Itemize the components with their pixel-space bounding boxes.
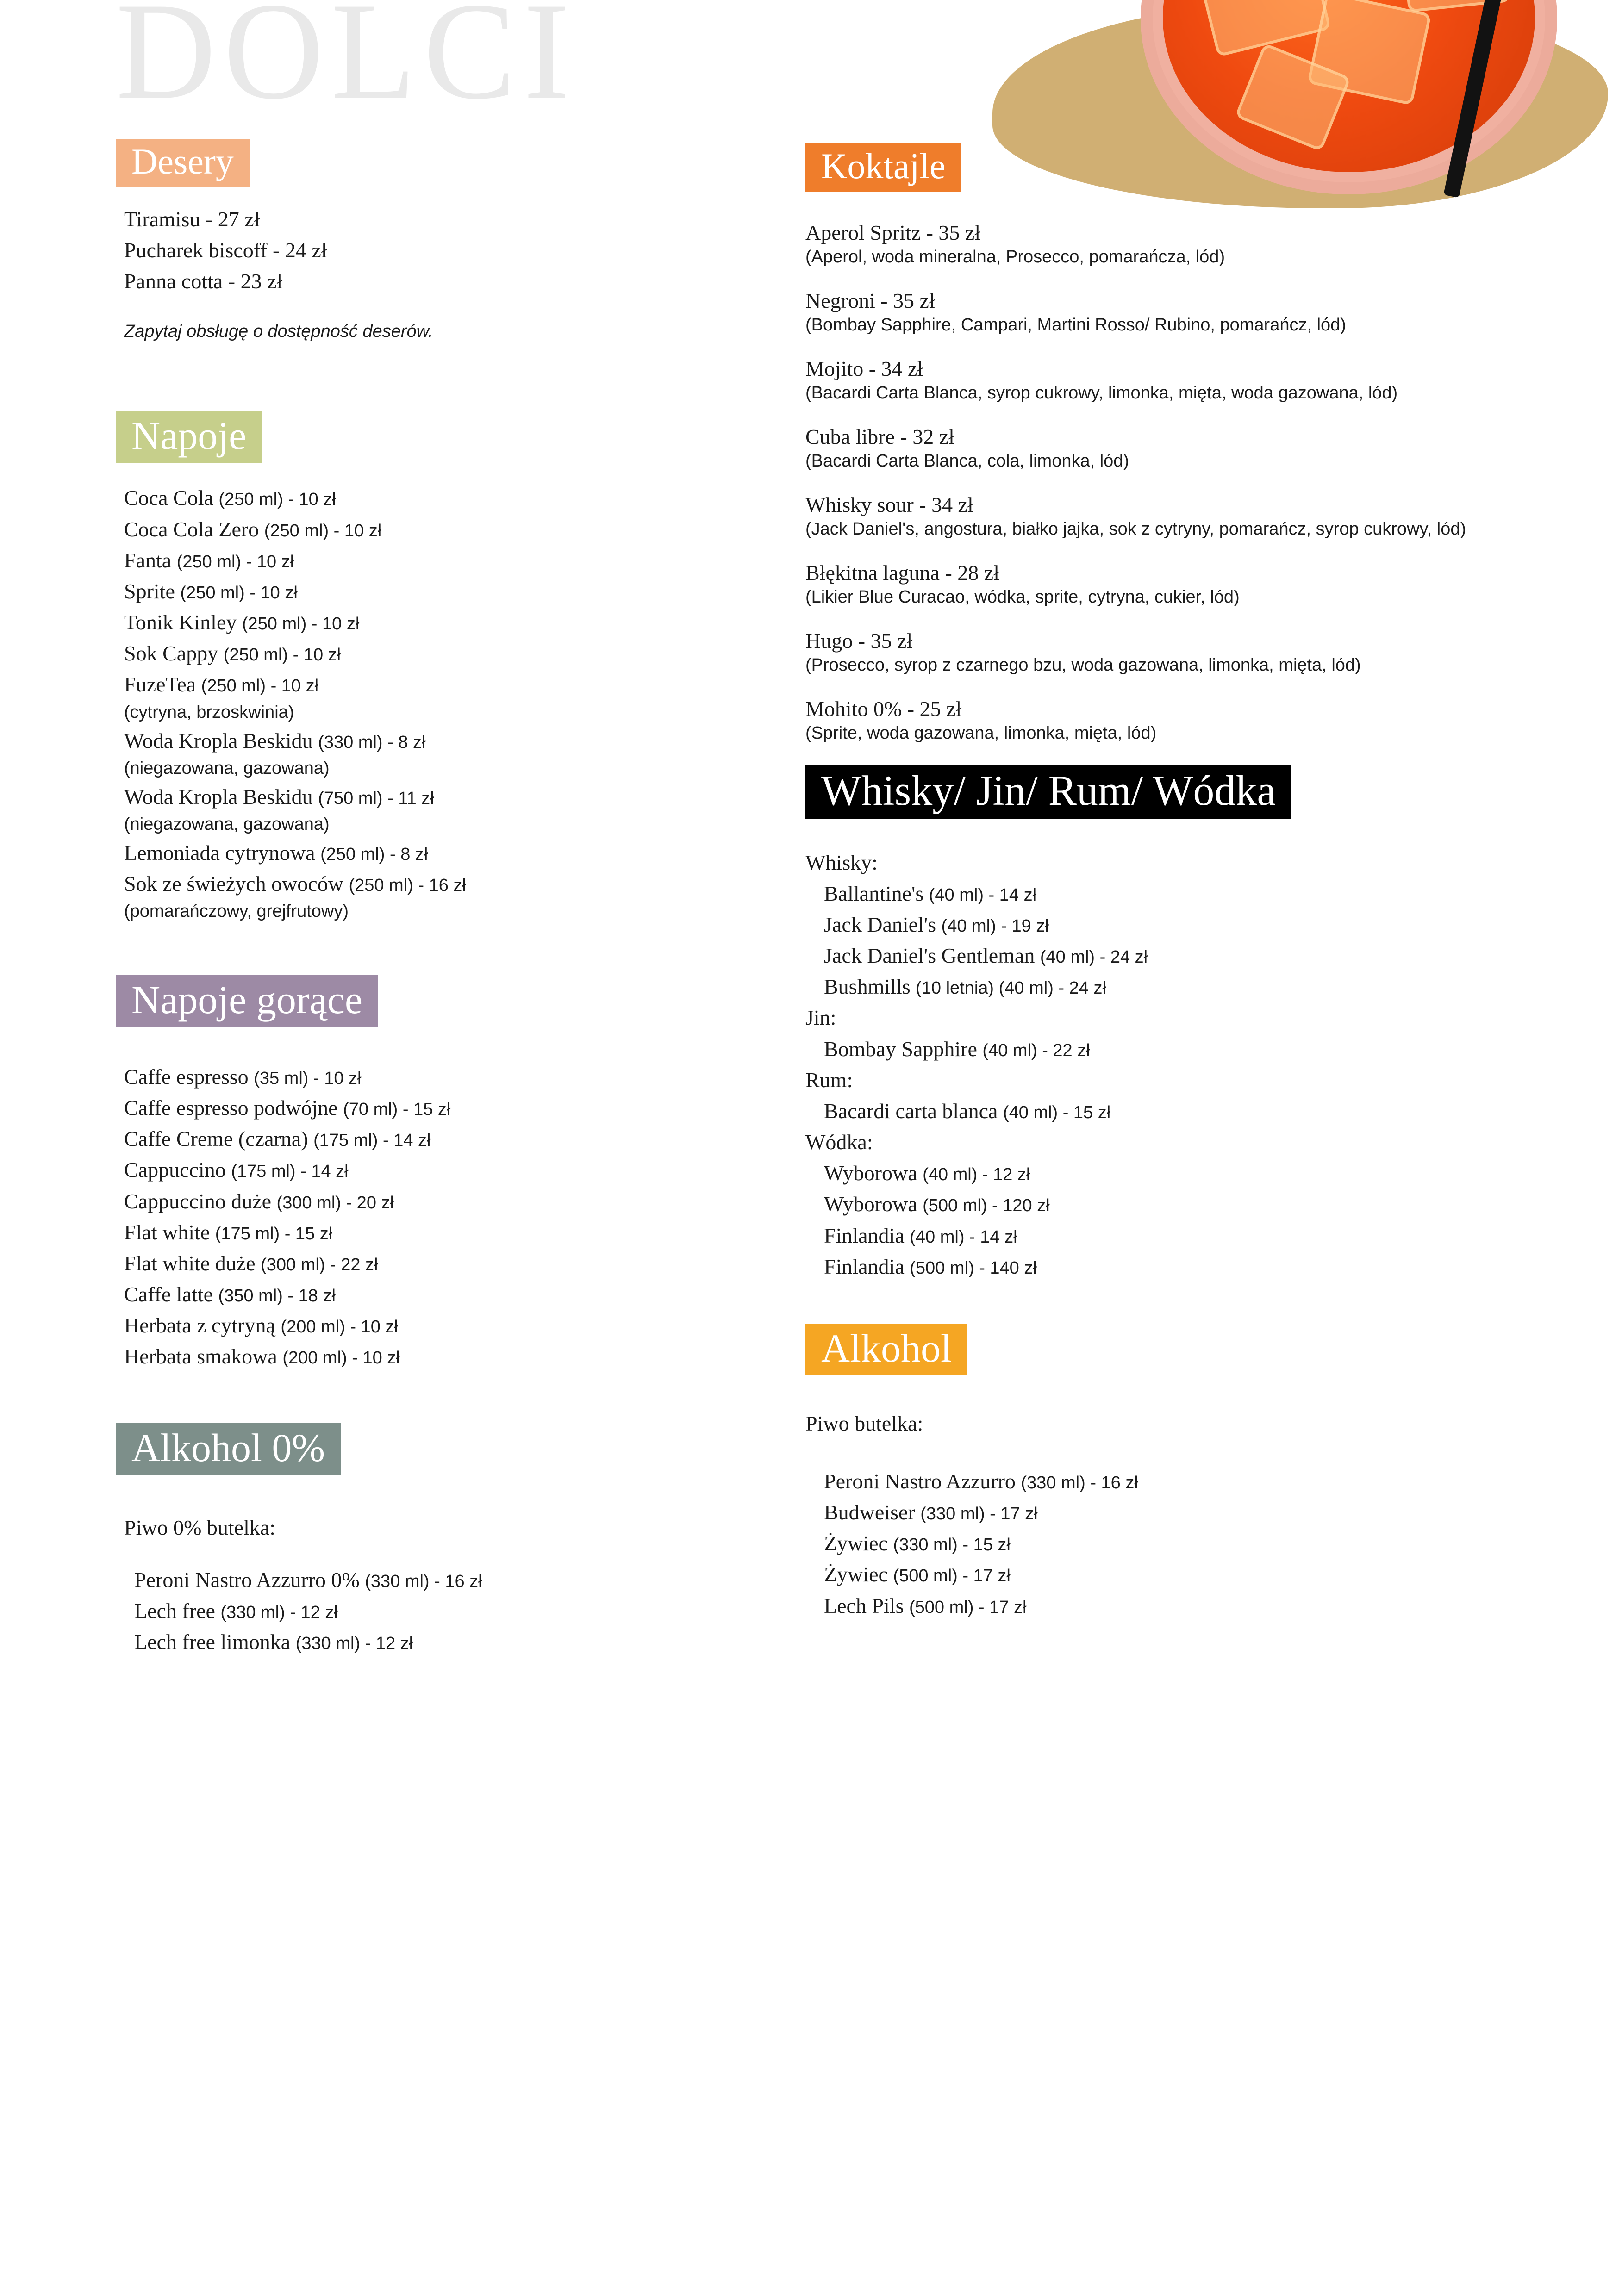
cocktail-name: Hugo - 35 zł bbox=[805, 628, 913, 653]
list-item: Caffe Creme (czarna) (175 ml) - 14 zł bbox=[124, 1127, 431, 1151]
list-item: Peroni Nastro Azzurro 0% (330 ml) - 16 zł bbox=[134, 1568, 482, 1592]
list-item: Sok Cappy (250 ml) - 10 zł bbox=[124, 641, 341, 666]
cocktail-name: Mohito 0% - 25 zł bbox=[805, 697, 962, 721]
list-item: Sok ze świeżych owoców (250 ml) - 16 zł bbox=[124, 871, 466, 896]
list-item: Lech free limonka (330 ml) - 12 zł bbox=[134, 1630, 413, 1654]
list-item: Wyborowa (500 ml) - 120 zł bbox=[824, 1192, 1050, 1216]
list-item: Lemoniada cytrynowa (250 ml) - 8 zł bbox=[124, 840, 428, 865]
cocktail-ingredients: (Prosecco, syrop z czarnego bzu, woda gazowana, limonka, mięta, lód) bbox=[805, 655, 1361, 675]
list-item: Fanta (250 ml) - 10 zł bbox=[124, 548, 294, 572]
list-item: Woda Kropla Beskidu (750 ml) - 11 zł bbox=[124, 784, 434, 809]
desserts-list bbox=[116, 204, 736, 297]
section-heading-alkohol-0: Alkohol 0% bbox=[116, 1423, 341, 1475]
list-item: Żywiec (500 ml) - 17 zł bbox=[824, 1562, 1011, 1587]
section-heading-koktajle: Koktajle bbox=[805, 143, 961, 192]
list-item-subtext: (pomarańczowy, grejfrutowy) bbox=[124, 902, 349, 921]
list-item: Jack Daniel's Gentleman (40 ml) - 24 zł bbox=[824, 944, 1148, 968]
list-item: Panna cotta - 23 zł bbox=[124, 269, 283, 293]
page-title-watermark: DOLCI bbox=[116, 0, 577, 128]
cocktail-item bbox=[805, 560, 1509, 610]
list-item: Flat white duże (300 ml) - 22 zł bbox=[124, 1251, 378, 1275]
group-label-piwo: Piwo butelka: bbox=[805, 1411, 923, 1435]
group-label-wodka: Wódka: bbox=[805, 1130, 873, 1154]
section-heading-napoje-gorace: Napoje gorące bbox=[116, 975, 378, 1027]
list-item: Tiramisu - 27 zł bbox=[124, 207, 260, 231]
hot-drinks-list bbox=[116, 1061, 736, 1372]
list-item: Woda Kropla Beskidu (330 ml) - 8 zł bbox=[124, 728, 426, 753]
list-item: FuzeTea (250 ml) - 10 zł bbox=[124, 672, 319, 697]
cocktail-name: Mojito - 34 zł bbox=[805, 356, 923, 380]
list-item: Cappuccino (175 ml) - 14 zł bbox=[124, 1158, 349, 1182]
list-item: Coca Cola Zero (250 ml) - 10 zł bbox=[124, 517, 382, 541]
list-item-subtext: (cytryna, brzoskwinia) bbox=[124, 702, 294, 722]
cocktail-item bbox=[805, 697, 1509, 746]
cocktail-item bbox=[805, 220, 1509, 270]
group-label-rum: Rum: bbox=[805, 1068, 853, 1092]
section-heading-alkohol: Alkohol bbox=[805, 1324, 967, 1375]
cocktail-ingredients: (Bacardi Carta Blanca, syrop cukrowy, limonka, mięta, woda gazowana, lód) bbox=[805, 383, 1398, 403]
list-item: Caffe espresso (35 ml) - 10 zł bbox=[124, 1065, 362, 1089]
list-item: Żywiec (330 ml) - 15 zł bbox=[824, 1531, 1011, 1556]
cocktail-ingredients: (Likier Blue Curacao, wódka, sprite, cytryna, cukier, lód) bbox=[805, 587, 1240, 607]
group-label-jin: Jin: bbox=[805, 1006, 836, 1030]
rum-list bbox=[805, 1095, 1509, 1126]
list-item: Cappuccino duże (300 ml) - 20 zł bbox=[124, 1189, 394, 1213]
cocktail-item bbox=[805, 424, 1509, 474]
list-item: Bombay Sapphire (40 ml) - 22 zł bbox=[824, 1037, 1090, 1061]
list-item: Bacardi carta blanca (40 ml) - 15 zł bbox=[824, 1099, 1111, 1123]
list-item: Caffe latte (350 ml) - 18 zł bbox=[124, 1282, 336, 1307]
cocktail-name: Negroni - 35 zł bbox=[805, 288, 935, 312]
wodka-list bbox=[805, 1157, 1509, 1282]
right-column bbox=[805, 0, 1509, 1621]
cocktail-name: Błękitna laguna - 28 zł bbox=[805, 560, 999, 585]
list-item: Caffe espresso podwójne (70 ml) - 15 zł bbox=[124, 1096, 451, 1120]
list-item: Jack Daniel's (40 ml) - 19 zł bbox=[824, 912, 1049, 936]
left-column bbox=[116, 0, 736, 1657]
list-item: Ballantine's (40 ml) - 14 zł bbox=[824, 881, 1037, 905]
list-item: Coca Cola (250 ml) - 10 zł bbox=[124, 486, 336, 510]
list-item: Lech Pils (500 ml) - 17 zł bbox=[824, 1593, 1027, 1618]
list-item: Flat white (175 ml) - 15 zł bbox=[124, 1220, 333, 1244]
section-heading-desery: Desery bbox=[116, 139, 250, 187]
cocktail-ingredients: (Jack Daniel's, angostura, białko jajka, sok z cytryny, pomarańcz, syrop cukrowy, lód) bbox=[805, 519, 1466, 539]
list-item: Tonik Kinley (250 ml) - 10 zł bbox=[124, 610, 360, 635]
group-label-piwo-0: Piwo 0% butelka: bbox=[124, 1515, 276, 1539]
cocktail-item bbox=[805, 356, 1509, 406]
cocktail-item bbox=[805, 628, 1509, 678]
cocktail-item bbox=[805, 492, 1509, 542]
cocktail-name: Aperol Spritz - 35 zł bbox=[805, 221, 981, 244]
list-item: Herbata smakowa (200 ml) - 10 zł bbox=[124, 1344, 400, 1369]
whisky-list bbox=[805, 878, 1509, 1002]
list-item: Bushmills (10 letnia) (40 ml) - 24 zł bbox=[824, 975, 1106, 999]
list-item: Pucharek biscoff - 24 zł bbox=[124, 238, 327, 262]
cocktail-ingredients: (Aperol, woda mineralna, Prosecco, pomarańcza, lód) bbox=[805, 247, 1225, 267]
alcohol-list bbox=[805, 1466, 1509, 1621]
list-item: Finlandia (40 ml) - 14 zł bbox=[824, 1223, 1017, 1247]
drinks-list bbox=[116, 482, 736, 924]
cocktail-name: Cuba libre - 32 zł bbox=[805, 424, 954, 448]
list-item: Herbata z cytryną (200 ml) - 10 zł bbox=[124, 1313, 398, 1338]
cocktail-ingredients: (Bacardi Carta Blanca, cola, limonka, lód) bbox=[805, 451, 1129, 471]
cocktail-name: Whisky sour - 34 zł bbox=[805, 492, 973, 516]
section-heading-whisky-jin-rum-wodka: Whisky/ Jin/ Rum/ Wódka bbox=[805, 765, 1291, 819]
list-item: Finlandia (500 ml) - 140 zł bbox=[824, 1254, 1037, 1278]
list-item: Sprite (250 ml) - 10 zł bbox=[124, 579, 298, 603]
list-item-subtext: (niegazowana, gazowana) bbox=[124, 814, 330, 834]
list-item: Wyborowa (40 ml) - 12 zł bbox=[824, 1161, 1030, 1185]
list-item-subtext: (niegazowana, gazowana) bbox=[124, 758, 330, 778]
cocktail-ingredients: (Sprite, woda gazowana, limonka, mięta, lód) bbox=[805, 723, 1157, 743]
list-item: Budweiser (330 ml) - 17 zł bbox=[824, 1500, 1038, 1524]
group-label-whisky: Whisky: bbox=[805, 850, 878, 874]
cocktail-ingredients: (Bombay Sapphire, Campari, Martini Rosso/ Rubino, pomarańcz, lód) bbox=[805, 315, 1346, 335]
section-heading-napoje: Napoje bbox=[116, 411, 262, 463]
jin-list bbox=[805, 1033, 1509, 1064]
alcohol-free-list bbox=[116, 1564, 736, 1657]
desserts-note: Zapytaj obsługę o dostępność deserów. bbox=[124, 322, 433, 342]
list-item: Peroni Nastro Azzurro (330 ml) - 16 zł bbox=[824, 1469, 1138, 1493]
list-item: Lech free (330 ml) - 12 zł bbox=[134, 1599, 338, 1623]
cocktail-item bbox=[805, 288, 1509, 338]
